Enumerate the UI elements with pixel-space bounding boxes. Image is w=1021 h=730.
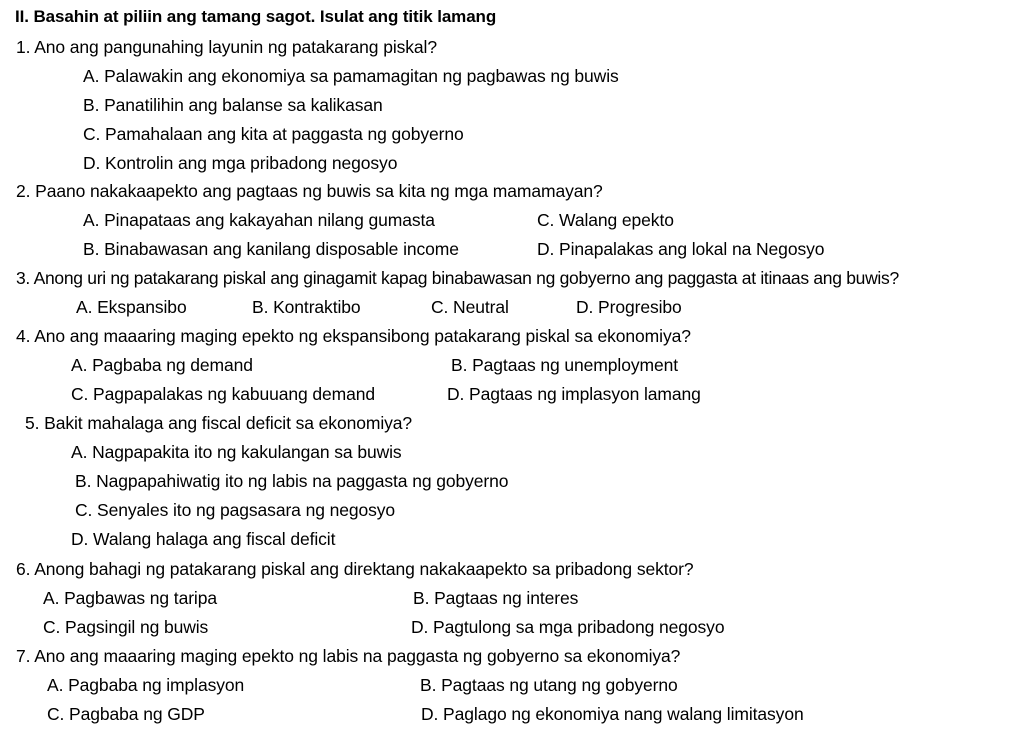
question-3: 3. Anong uri ng patakarang piskal ang ginagamit kapag binabawasan ng gobyerno ang paggasta at itinaas ang buwis? <box>16 268 899 288</box>
question-1: 1. Ano ang pangunahing layunin ng patakarang piskal? <box>16 37 437 57</box>
q4-choice-c: C. Pagpapalakas ng kabuuang demand <box>71 384 376 404</box>
q3-choice-a: A. Ekspansibo <box>76 297 187 317</box>
question-5: 5. Bakit mahalaga ang fiscal deficit sa ekonomiya? <box>25 413 413 433</box>
q2-choice-d: D. Pinapalakas ang lokal na Negosyo <box>537 239 825 259</box>
q7-choice-d: D. Paglago ng ekonomiya nang walang limitasyon <box>421 704 804 724</box>
q7-choice-c: C. Pagbaba ng GDP <box>47 704 205 724</box>
q1-choice-b: B. Panatilihin ang balanse sa kalikasan <box>83 95 383 115</box>
section-header: II. Basahin at piliin ang tamang sagot. Isulat ang titik lamang <box>15 7 497 26</box>
q4-choice-d: D. Pagtaas ng implasyon lamang <box>447 384 701 404</box>
q6-choice-d: D. Pagtulong sa mga pribadong negosyo <box>411 617 725 637</box>
q6-choice-b: B. Pagtaas ng interes <box>413 588 579 608</box>
q7-choice-a: A. Pagbaba ng implasyon <box>47 675 245 695</box>
q5-choice-a: A. Nagpapakita ito ng kakulangan sa buwis <box>71 442 402 462</box>
q2-choice-b: B. Binabawasan ang kanilang disposable income <box>83 239 459 259</box>
q5-choice-c: C. Senyales ito ng pagsasara ng negosyo <box>75 500 396 520</box>
q5-choice-d: D. Walang halaga ang fiscal deficit <box>71 529 336 549</box>
q3-choice-b: B. Kontraktibo <box>252 297 361 317</box>
q1-choice-c: C. Pamahalaan ang kita at paggasta ng gobyerno <box>83 124 464 144</box>
question-2: 2. Paano nakakaapekto ang pagtaas ng buwis sa kita ng mga mamamayan? <box>16 181 603 201</box>
q4-choice-a: A. Pagbaba ng demand <box>71 355 253 375</box>
q4-choice-b: B. Pagtaas ng unemployment <box>451 355 678 375</box>
question-4: 4. Ano ang maaaring maging epekto ng ekspansibong patakarang piskal sa ekonomiya? <box>16 326 691 346</box>
q6-choice-c: C. Pagsingil ng buwis <box>43 617 209 637</box>
q1-choice-d: D. Kontrolin ang mga pribadong negosyo <box>83 153 398 173</box>
q3-choice-c: C. Neutral <box>431 297 509 317</box>
q3-choice-d: D. Progresibo <box>576 297 682 317</box>
q2-choice-c: C. Walang epekto <box>537 210 674 230</box>
q1-choice-a: A. Palawakin ang ekonomiya sa pamamagitan ng pagbawas ng buwis <box>83 66 619 86</box>
q6-choice-a: A. Pagbawas ng taripa <box>43 588 217 608</box>
q5-choice-b: B. Nagpapahiwatig ito ng labis na paggasta ng gobyerno <box>75 471 509 491</box>
q2-choice-a: A. Pinapataas ang kakayahan nilang gumasta <box>83 210 435 230</box>
q7-choice-b: B. Pagtaas ng utang ng gobyerno <box>420 675 678 695</box>
question-6: 6. Anong bahagi ng patakarang piskal ang direktang nakakaapekto sa pribadong sektor? <box>16 559 694 579</box>
question-7: 7. Ano ang maaaring maging epekto ng labis na paggasta ng gobyerno sa ekonomiya? <box>16 646 681 666</box>
